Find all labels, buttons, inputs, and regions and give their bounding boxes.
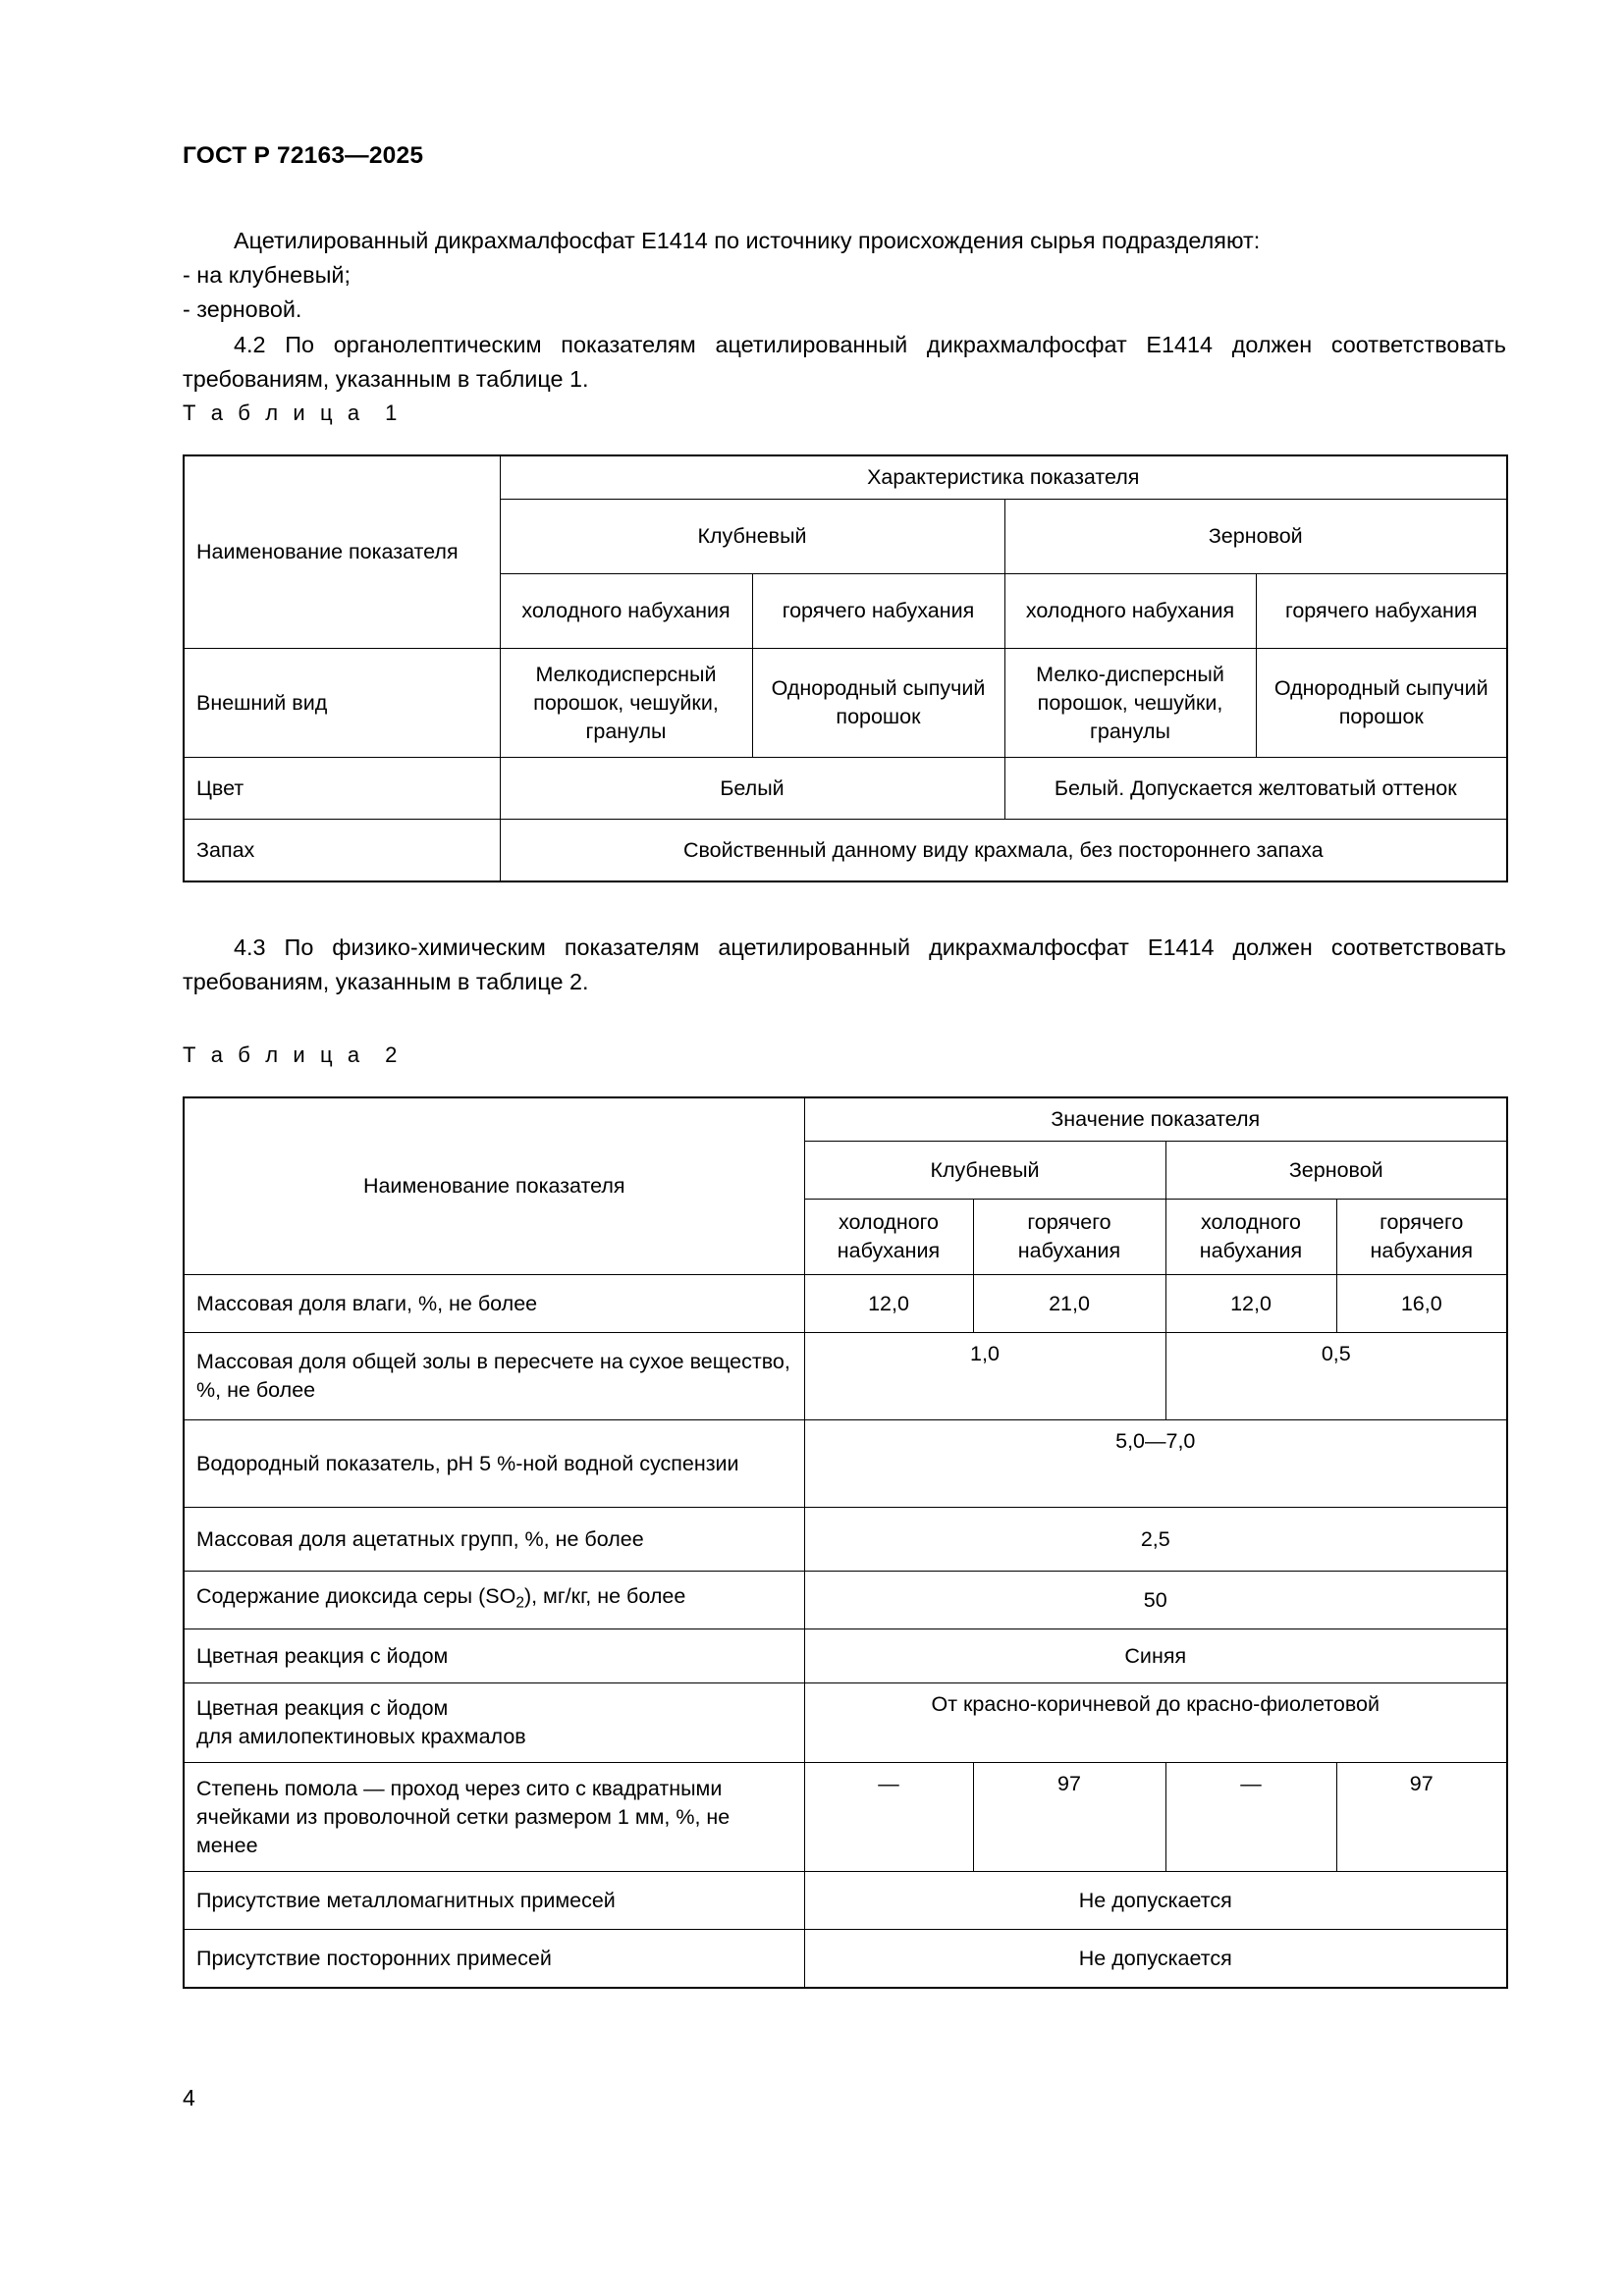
table-2-row-8-cell-4-text: 97 — [1409, 1772, 1434, 1795]
table-2-row-7-name — [184, 1683, 804, 1763]
table-1 — [183, 454, 1508, 882]
table-2-row-6-name — [184, 1629, 804, 1683]
table-2-row-5-name — [184, 1572, 804, 1629]
table-row — [184, 1275, 1507, 1333]
table-1-row-3-cell-1-text: Свойственный данному виду крахмала, без постороннего запаха — [682, 837, 1324, 862]
table-1-row-2-cell-1-text: Белый — [720, 775, 785, 800]
table-2-row-1-cell-4-text: 16,0 — [1400, 1291, 1442, 1315]
table-2-row-4-cell-1-text: 2,5 — [1140, 1526, 1170, 1551]
table-2-row-4-cell-1 — [804, 1508, 1507, 1572]
table-2-row-1-cell-1 — [804, 1275, 973, 1333]
list-item-grain: - зерновой. — [183, 296, 302, 323]
table-2-row-5-cell-1 — [804, 1572, 1507, 1629]
table-2-row-3-name-text: Водородный показатель, pH 5 %-ной водной суспензии — [196, 1451, 739, 1475]
table-1-subheader-grain-cold — [1004, 574, 1256, 649]
table-2-caption: Т а б л и ц а 2 — [183, 1042, 402, 1067]
table-2-row-8-cell-2-text: 97 — [1057, 1772, 1081, 1795]
table-2-row-6-cell-1-text: Синяя — [1124, 1643, 1187, 1668]
table-2-row-6-cell-1 — [804, 1629, 1507, 1683]
intro-text-block — [183, 224, 1506, 397]
table-1-name-column-header-text: Наименование показателя — [196, 540, 459, 563]
clause-4-2-paragraph: 4.2 По органолептическим показателям ацетилированный дикрахмалфосфат E1414 должен соответствовать требованиям, указанным в таблице 1. — [183, 331, 1506, 392]
table-1-row-1-cell-3-text: Мелко-дисперсный порошок, чешуйки, гранулы — [1036, 662, 1224, 743]
table-2-row-4-name-text: Массовая доля ацетатных групп, %, не более — [196, 1526, 644, 1551]
table-2-subheader-tuber-cold-text: холодного набухания — [837, 1210, 941, 1262]
table-2-row-3-cell-1 — [804, 1420, 1507, 1508]
table-2-row-8-name-text: Степень помола — проход через сито с квадратными ячейками из проволочной сетки размером 1 мм, %, не менее — [196, 1776, 731, 1857]
table-1-row-1-cell-4 — [1256, 649, 1507, 758]
table-2-subheader-grain-hot-text: горячего набухания — [1370, 1210, 1473, 1262]
table-1-group-grain — [1004, 500, 1507, 574]
table-2-subheader-grain-cold-text: холодного набухания — [1199, 1210, 1303, 1262]
table-2-row-6-name-text: Цветная реакция с йодом — [196, 1643, 449, 1668]
table-1-subheader-grain-hot — [1256, 574, 1507, 649]
table-row — [184, 649, 1507, 758]
table-2-row-5-cell-1-text: 50 — [1143, 1587, 1167, 1612]
table-row — [184, 1930, 1507, 1989]
table-1-caption: Т а б л и ц а 1 — [183, 400, 402, 425]
table-2-row-2-name — [184, 1333, 804, 1420]
table-1-row-1-name-text: Внешний вид — [196, 690, 328, 715]
table-2-row-1-cell-2-text: 21,0 — [1049, 1291, 1090, 1315]
table-row — [184, 1420, 1507, 1508]
table-2-name-column-header-text: Наименование показателя — [362, 1174, 625, 1198]
table-2-subheader-tuber-hot-text: горячего набухания — [1017, 1210, 1121, 1262]
table-2-group-tuber — [804, 1142, 1165, 1200]
table-2-row-8-name — [184, 1763, 804, 1872]
table-2-header-row-1 — [184, 1097, 1507, 1142]
table-2-row-8-cell-3 — [1165, 1763, 1336, 1872]
table-2-group-title — [804, 1097, 1507, 1142]
list-item-tuber: - на клубневый; — [183, 262, 351, 289]
table-1-row-2-cell-2 — [1004, 758, 1507, 820]
table-2-row-10-cell-1 — [804, 1930, 1507, 1989]
table-2-row-7-name-line-2: для амилопектиновых крахмалов — [196, 1725, 526, 1748]
table-2-row-9-cell-1-text: Не допускается — [1078, 1888, 1232, 1912]
table-2-row-10-name-text: Присутствие посторонних примесей — [196, 1946, 552, 1970]
table-2-row-1-cell-4 — [1336, 1275, 1507, 1333]
table-2-row-1-cell-3-text: 12,0 — [1230, 1291, 1272, 1315]
table-2-row-8-cell-3-text: — — [1240, 1772, 1262, 1795]
table-2-subheader-grain-cold — [1165, 1200, 1336, 1275]
table-2-row-4-name — [184, 1508, 804, 1572]
running-head-standard-number: ГОСТ Р 72163—2025 — [183, 142, 424, 169]
table-1-row-2-name — [184, 758, 500, 820]
table-2-row-1-name — [184, 1275, 804, 1333]
table-2-subheader-tuber-cold — [804, 1200, 973, 1275]
table-2-row-1-cell-2 — [973, 1275, 1165, 1333]
table-1-group-tuber-text: Клубневый — [697, 524, 807, 548]
clause-4-3-paragraph: 4.3 По физико-химическим показателям ацетилированный дикрахмалфосфат E1414 должен соответствовать требованиям, указанным в таблице 2. — [183, 934, 1506, 995]
table-2-row-2-cell-1-text: 1,0 — [970, 1342, 1000, 1365]
table-row — [184, 1572, 1507, 1629]
table-row — [184, 1508, 1507, 1572]
table-1-subheader-grain-cold-text: холодного набухания — [1025, 599, 1235, 622]
table-2-row-3-cell-1-text: 5,0—7,0 — [1115, 1429, 1196, 1453]
table-2-row-9-cell-1 — [804, 1872, 1507, 1930]
table-1-subheader-tuber-hot — [752, 574, 1004, 649]
intro-paragraph: Ацетилированный дикрахмалфосфат E1414 по источнику происхождения сырья подразделяют: — [234, 228, 1261, 253]
table-2-row-8-cell-4 — [1336, 1763, 1507, 1872]
table-1-group-title — [500, 455, 1507, 500]
table-2-row-5-name-text: Содержание диоксида серы $(SO_2)$, мг/кг, не более — [196, 1584, 686, 1612]
table-1-row-1-cell-2 — [752, 649, 1004, 758]
table-1-subheader-tuber-hot-text: горячего набухания — [782, 599, 975, 622]
table-1-group-grain-text: Зерновой — [1208, 524, 1303, 548]
table-row — [184, 820, 1507, 882]
table-2-row-1-cell-3 — [1165, 1275, 1336, 1333]
table-1-group-title-text: Характеристика показателя — [867, 465, 1140, 489]
table-2-group-tuber-text: Клубневый — [930, 1157, 1040, 1182]
table-row — [184, 1872, 1507, 1930]
table-1-row-3-name — [184, 820, 500, 882]
table-1-subheader-tuber-cold-text: холодного набухания — [521, 599, 731, 622]
table-2-row-3-name — [184, 1420, 804, 1508]
table-2-row-2-cell-2 — [1165, 1333, 1507, 1420]
table-row — [184, 1763, 1507, 1872]
table-2-row-10-name — [184, 1930, 804, 1989]
table-1-header-row-1 — [184, 455, 1507, 500]
table-1-row-1-cell-4-text: Однородный сыпучий порошок — [1273, 676, 1489, 728]
table-1-subheader-tuber-cold — [500, 574, 752, 649]
table-2-row-8-cell-2 — [973, 1763, 1165, 1872]
table-row — [184, 758, 1507, 820]
table-row — [184, 1333, 1507, 1420]
table-2-row-7-cell-1-text: От красно-коричневой до красно-фиолетовой — [931, 1692, 1380, 1716]
table-2-row-7-cell-1 — [804, 1683, 1507, 1763]
table-1-row-1-name — [184, 649, 500, 758]
table-2-row-2-cell-2-text: 0,5 — [1321, 1342, 1351, 1365]
page-number: 4 — [183, 2085, 195, 2110]
table-2-row-1-cell-1-text: 12,0 — [868, 1291, 909, 1315]
table-1-row-1-cell-2-text: Однородный сыпучий порошок — [771, 676, 986, 728]
table-2-row-1-name-text: Массовая доля влаги, %, не более — [196, 1291, 538, 1315]
table-2-row-8-cell-1-text: — — [878, 1772, 899, 1795]
table-1-block — [183, 400, 1508, 999]
table-1-row-3-name-text: Запах — [196, 837, 255, 862]
table-2-name-column-header — [184, 1097, 804, 1275]
table-2-row-10-cell-1-text: Не допускается — [1078, 1946, 1232, 1970]
table-2-row-2-cell-1 — [804, 1333, 1165, 1420]
table-1-row-3-cell-1 — [500, 820, 1507, 882]
table-2-block — [183, 1042, 1508, 1989]
table-row — [184, 1629, 1507, 1683]
table-1-row-2-cell-2-text: Белый. Допускается желтоватый оттенок — [1054, 775, 1457, 800]
table-1-subheader-grain-hot-text: горячего набухания — [1284, 599, 1478, 622]
table-2-row-9-name — [184, 1872, 804, 1930]
table-2-group-grain-text: Зерновой — [1288, 1157, 1383, 1182]
table-1-name-column-header — [184, 455, 500, 649]
table-1-row-1-cell-1-text: Мелкодисперсный порошок, чешуйки, гранулы — [533, 662, 719, 743]
table-2-row-9-name-text: Присутствие металломагнитных примесей — [196, 1888, 616, 1912]
table-row — [184, 1683, 1507, 1763]
table-1-group-tuber — [500, 500, 1004, 574]
table-2 — [183, 1096, 1508, 1989]
table-2-row-2-name-text: Массовая доля общей золы в пересчете на сухое вещество, %, не более — [196, 1350, 790, 1402]
table-2-subheader-tuber-hot — [973, 1200, 1165, 1275]
table-1-row-2-cell-1 — [500, 758, 1004, 820]
table-2-row-7-name-line-1: Цветная реакция с йодом — [196, 1696, 449, 1720]
table-2-subheader-grain-hot — [1336, 1200, 1507, 1275]
table-1-row-2-name-text: Цвет — [196, 775, 244, 800]
table-2-row-8-cell-1 — [804, 1763, 973, 1872]
table-2-group-grain — [1165, 1142, 1507, 1200]
table-1-row-1-cell-3 — [1004, 649, 1256, 758]
table-1-row-1-cell-1 — [500, 649, 752, 758]
table-2-group-title-text: Значение показателя — [1051, 1107, 1261, 1131]
